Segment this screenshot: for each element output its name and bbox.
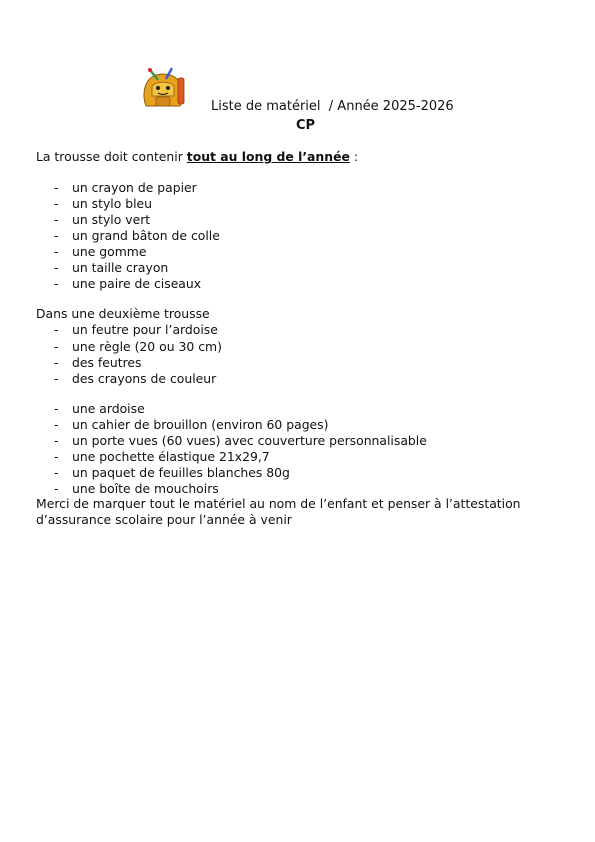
list-item-text: un cahier de brouillon (environ 60 pages) [72,417,329,432]
list-item-text: un stylo bleu [72,196,153,211]
list-item-text: un paquet de feuilles blanches 80g [72,465,290,480]
list-dash: - [54,449,59,464]
list-dash: - [54,180,59,195]
list-dash: - [54,417,59,432]
class-level: CP [296,118,316,133]
list-item-text: une paire de ciseaux [72,276,202,291]
list-item-text: une ardoise [72,401,145,416]
list-dash: - [54,244,59,259]
list-item-text: un grand bâton de colle [72,228,220,243]
list-dash: - [54,276,59,291]
list-item-text: une pochette élastique 21x29,7 [72,449,270,464]
list-dash: - [54,481,59,496]
list-dash: - [54,212,59,227]
list-item-text: une gomme [72,244,147,259]
list-dash: - [54,196,59,211]
second-case-heading: Dans une deuxième trousse [36,306,210,321]
list-dash: - [54,322,59,337]
list-item-text: un feutre pour l’ardoise [72,322,218,337]
document-title: Liste de matériel / Année 2025-2026 [211,99,454,114]
list-item-text: une boîte de mouchoirs [72,481,219,496]
intro-emphasis: tout au long de l’année [186,149,350,164]
list-item-text: un crayon de papier [72,180,197,195]
list-dash: - [54,465,59,480]
intro-text: La trousse doit contenir [36,149,187,164]
list-item-text: des feutres [72,355,142,370]
list-item-text: des crayons de couleur [72,371,217,386]
list-dash: - [54,371,59,386]
intro-colon: : [349,149,358,164]
closing-line-1: Merci de marquer tout le matériel au nom de l’enfant et penser à l’attestation [36,496,521,511]
school-backpack-icon [136,66,190,114]
list-item-text: un stylo vert [72,212,151,227]
list-item-text: un porte vues (60 vues) avec couverture personnalisable [72,433,427,448]
list-item-text: un taille crayon [72,260,169,275]
closing-line-2: d’assurance scolaire pour l’année à venir [36,512,292,527]
list-dash: - [54,228,59,243]
list-item-text: une règle (20 ou 30 cm) [72,339,222,354]
intro-sentence [36,149,358,164]
list-dash: - [54,339,59,354]
list-dash: - [54,260,59,275]
list-dash: - [54,355,59,370]
list-dash: - [54,401,59,416]
list-dash: - [54,433,59,448]
